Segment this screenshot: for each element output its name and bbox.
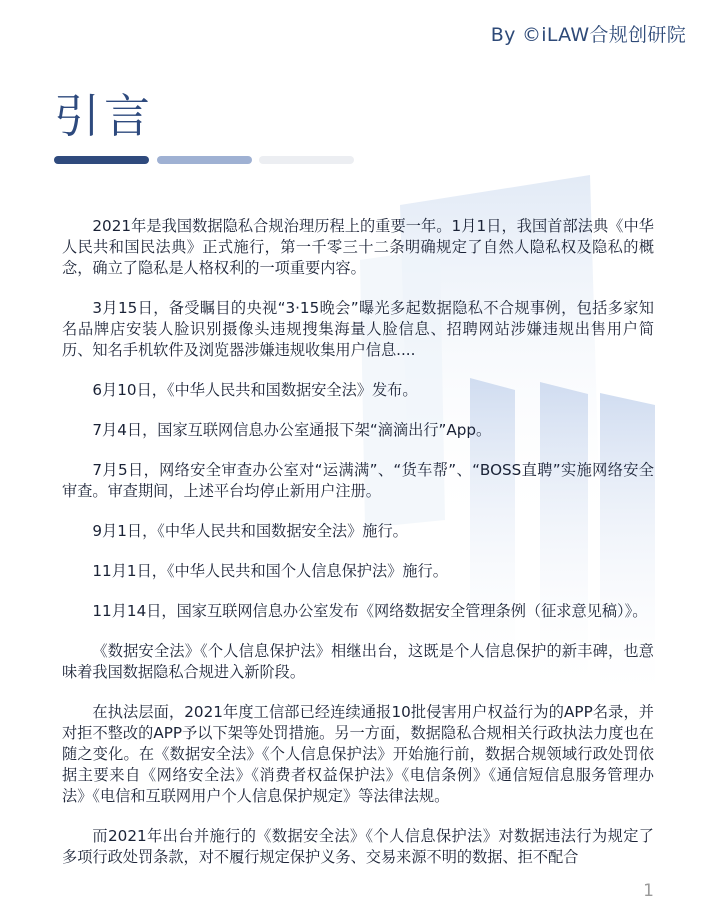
paragraph-3: 6月10日，《中华人民共和国数据安全法》发布。 — [92, 381, 418, 399]
title-underline-bar-light — [259, 156, 354, 164]
attribution: By ©iLAW合规创研院 — [490, 24, 686, 46]
page-number: 1 — [643, 881, 654, 901]
body-text — [62, 216, 654, 887]
paragraph-4: 7月4日，国家互联网信息办公室通报下架“滴滴出行”App。 — [92, 421, 492, 439]
paragraph-1: 2021年是我国数据隐私合规治理历程上的重要一年。1月1日，我国首部法典《中华人民共和国民法典》正式施行，第一千零三十二条明确规定了自然人隐私权及隐私的概念，确立了隐私是人格权利的一项重要内容。 — [62, 217, 654, 277]
title-underline-bar-dark — [54, 156, 149, 164]
paragraph-7: 11月1日，《中华人民共和国个人信息保护法》施行。 — [92, 562, 448, 580]
paragraph-11: 而2021年出台并施行的《数据安全法》《个人信息保护法》对数据违法行为规定了多项行政处罚条款，对不履行规定保护义务、交易来源不明的数据、拒不配合 — [62, 827, 654, 866]
paragraph-9: 《数据安全法》《个人信息保护法》相继出台，这既是个人信息保护的新丰碑，也意味着我国数据隐私合规进入新阶段。 — [62, 642, 654, 681]
title-underline-bar-mid — [157, 156, 252, 164]
paragraph-5: 7月5日，网络安全审查办公室对“运满满”、“货车帮”、“BOSS直聘”实施网络安全审查。审查期间，上述平台均停止新用户注册。 — [62, 461, 654, 500]
page-title: 引言 — [54, 89, 154, 143]
paragraph-2: 3月15日，备受瞩目的央视“3·15晚会”曝光多起数据隐私不合规事例，包括多家知名品牌店安装人脸识别摄像头违规搜集海量人脸信息、招聘网站涉嫌违规出售用户简历、知名手机软件及浏览器涉嫌违规收集用户信息.... — [62, 299, 654, 359]
paragraph-6: 9月1日，《中华人民共和国数据安全法》施行。 — [92, 522, 408, 540]
paragraph-10: 在执法层面，2021年度工信部已经连续通报10批侵害用户权益行为的APP名录，并对拒不整改的APP予以下架等处罚措施。另一方面，数据隐私合规相关行政执法力度也在随之变化。在《数据安全法》《个人信息保护法》开始施行前，数据合规领域行政处罚依据主要来自《网络安全法》《消费者权益保护法》《电信条例》《通信短信息服务管理办法》《电信和互联网用户个人信息保护规定》等法律法规。 — [62, 703, 654, 805]
paragraph-8: 11月14日，国家互联网信息办公室发布《网络数据安全管理条例（征求意见稿）》。 — [92, 602, 648, 620]
